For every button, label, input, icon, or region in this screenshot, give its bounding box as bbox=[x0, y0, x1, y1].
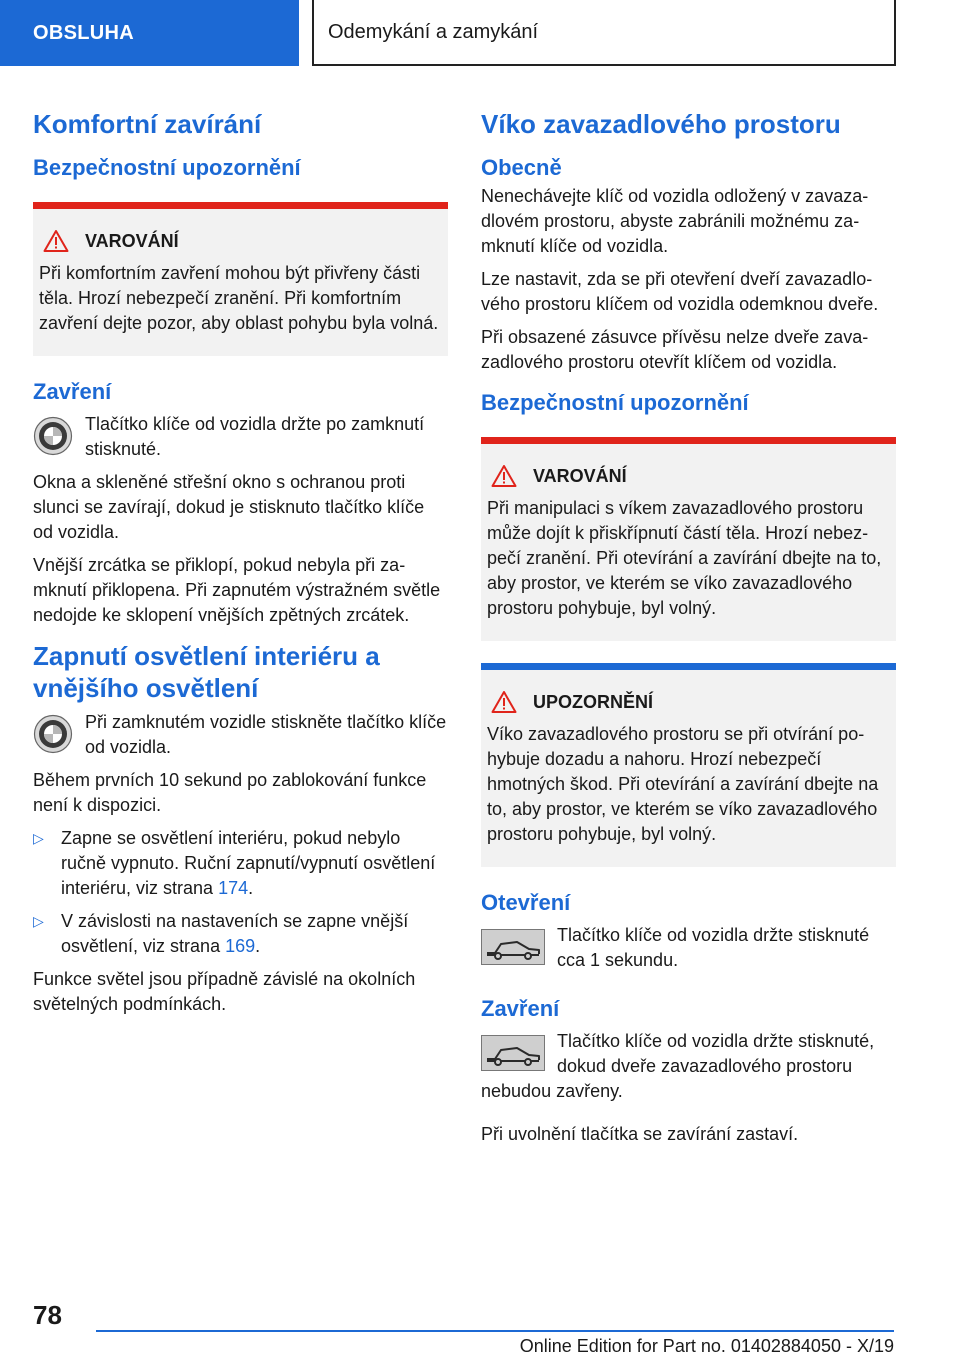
left-column bbox=[33, 96, 448, 1025]
right-column bbox=[481, 96, 896, 1155]
general-paragraph-3: Při obsazené zásuvce přívěsu nelze dveře zavazadlového prostoru otevřít klíčem od vozidla. bbox=[481, 327, 869, 372]
light-paragraph-1: Během prvních 10 sekund po zablokování funkce není k dispozici. bbox=[33, 770, 427, 815]
page-link[interactable]: 174 bbox=[218, 878, 249, 898]
warning-text: Při komfortním zavření mohou být přivřeny části těla. Hrozí nebezpečí zranění. Při komfortním zavření dejte pozor, aby oblast pohybu byla volná. bbox=[39, 263, 439, 333]
notice-text: Víko zavazadlového prostoru se při otvírání pohybuje dozadu a nahoru. Hrozí nebezpečí hmotných škod. Při otevírání a zavírání dbejte na to, aby prostor, ve kterém se víko zavazadlového prostoru pohybuje, byl volný. bbox=[487, 724, 879, 844]
warning-label: VAROVÁNÍ bbox=[533, 465, 627, 486]
warning-header bbox=[39, 229, 440, 253]
warning-triangle-icon bbox=[43, 229, 69, 253]
heading-closing: Zavření bbox=[481, 996, 560, 1021]
warning-triangle-icon bbox=[491, 690, 517, 714]
triangle-bullet-icon: ▷ bbox=[33, 830, 44, 846]
notice-label: UPOZORNĚNÍ bbox=[533, 691, 654, 712]
list-item: ▷ Zapne se osvětlení interiéru, pokud nebylo ručně vypnuto. Ruční zapnutí/vypnutí osvětlení interiéru, viz strana 174. bbox=[33, 828, 436, 898]
trunk-button-icon bbox=[481, 929, 545, 965]
bullet-text: V závislosti na nastaveních se zapne vnější osvětlení, viz strana bbox=[61, 911, 409, 956]
warning-box bbox=[481, 437, 896, 641]
heading-comfort-closing: Komfortní zavírání bbox=[33, 109, 262, 139]
key-instruction bbox=[481, 1029, 896, 1104]
warning-text: Při manipulaci s víkem zavazadlového prostoru může dojít k přiskřípnutí částí těla. Hrozí nebezpečí zranění. Při otevírání a zavírání dbejte na to, aby prostor, ve kterém se víko zavazadlového prostoru pohybuje, byl volný. bbox=[487, 498, 882, 618]
chapter-title: Odemykání a zamykání bbox=[312, 0, 896, 66]
warning-header bbox=[487, 464, 888, 488]
general-paragraph-2: Lze nastavit, zda se při otevření dveří zavazadlového prostoru klíčem od vozidla odemknou dveře. bbox=[481, 269, 879, 314]
general-paragraph-1: Nenechávejte klíč od vozidla odložený v zavazadlovém prostoru, abyste zabránili možnému zamknutí klíče od vozidla. bbox=[481, 186, 869, 256]
page-link[interactable]: 169 bbox=[225, 936, 256, 956]
close-paragraph-2: Vnější zrcátka se přiklopí, pokud nebyla při zamknutí přiklopena. Při zapnutém výstražném světle nedojde ke sklopení vnějších zpětných zrcátek. bbox=[33, 555, 441, 625]
close-key-text: Tlačítko klíče od vozidla držte po zamknutí stisknuté. bbox=[85, 414, 425, 459]
footer-edition: Online Edition for Part no. 01402884050 - X/19 bbox=[519, 1336, 894, 1356]
key-instruction bbox=[481, 923, 896, 973]
heading-opening: Otevření bbox=[481, 890, 571, 915]
warning-label: VAROVÁNÍ bbox=[85, 230, 179, 251]
close-paragraph: Při uvolnění tlačítka se zavírání zastaví. bbox=[481, 1124, 799, 1144]
page-number: 78 bbox=[33, 1300, 62, 1330]
warning-box bbox=[33, 202, 448, 356]
heading-safety-notes: Bezpečnostní upozornění bbox=[33, 155, 301, 180]
bullet-text: Zapne se osvětlení interiéru, pokud nebylo ručně vypnuto. Ruční zapnutí/vypnutí osvětlení interiéru, viz strana bbox=[61, 828, 436, 898]
bmw-key-lock-icon bbox=[33, 416, 73, 456]
open-key-text: Tlačítko klíče od vozidla držte stisknuté cca 1 sekundu. bbox=[557, 925, 870, 970]
light-key-text: Při zamknutém vozidle stiskněte tlačítko klíče od vozidla. bbox=[85, 712, 447, 757]
close-paragraph-1: Okna a skleněné střešní okno s ochranou proti slunci se zavírají, dokud je stisknuto tlačítko klíče od vozidla. bbox=[33, 472, 425, 542]
key-instruction bbox=[33, 710, 448, 760]
heading-safety-notes: Bezpečnostní upozornění bbox=[481, 390, 749, 415]
light-paragraph-2: Funkce světel jsou případně závislé na okolních světelných podmínkách. bbox=[33, 969, 416, 1014]
list-item: ▷ V závislosti na nastaveních se zapne vnější osvětlení, viz strana 169. bbox=[33, 911, 409, 956]
heading-trunk-lid: Víko zavazadlového prostoru bbox=[481, 109, 841, 139]
close-key-text: Tlačítko klíče od vozidla držte stisknuté, dokud dveře zavazadlového prostoru nebudou zavřeny. bbox=[481, 1031, 875, 1101]
trunk-button-icon bbox=[481, 1035, 545, 1071]
section-tab: OBSLUHA bbox=[0, 0, 299, 66]
heading-lighting: Zapnutí osvětlení interiéru a vnějšího osvětlení bbox=[33, 641, 380, 703]
heading-closing: Zavření bbox=[33, 379, 112, 404]
notice-header bbox=[487, 690, 888, 714]
page-header bbox=[0, 0, 960, 66]
notice-box bbox=[481, 663, 896, 867]
footer-divider bbox=[96, 1330, 894, 1332]
heading-general: Obecně bbox=[481, 155, 562, 180]
bullet-list bbox=[33, 826, 448, 959]
bmw-key-lock-icon bbox=[33, 714, 73, 754]
warning-triangle-icon bbox=[491, 464, 517, 488]
key-instruction bbox=[33, 412, 448, 462]
triangle-bullet-icon: ▷ bbox=[33, 913, 44, 929]
